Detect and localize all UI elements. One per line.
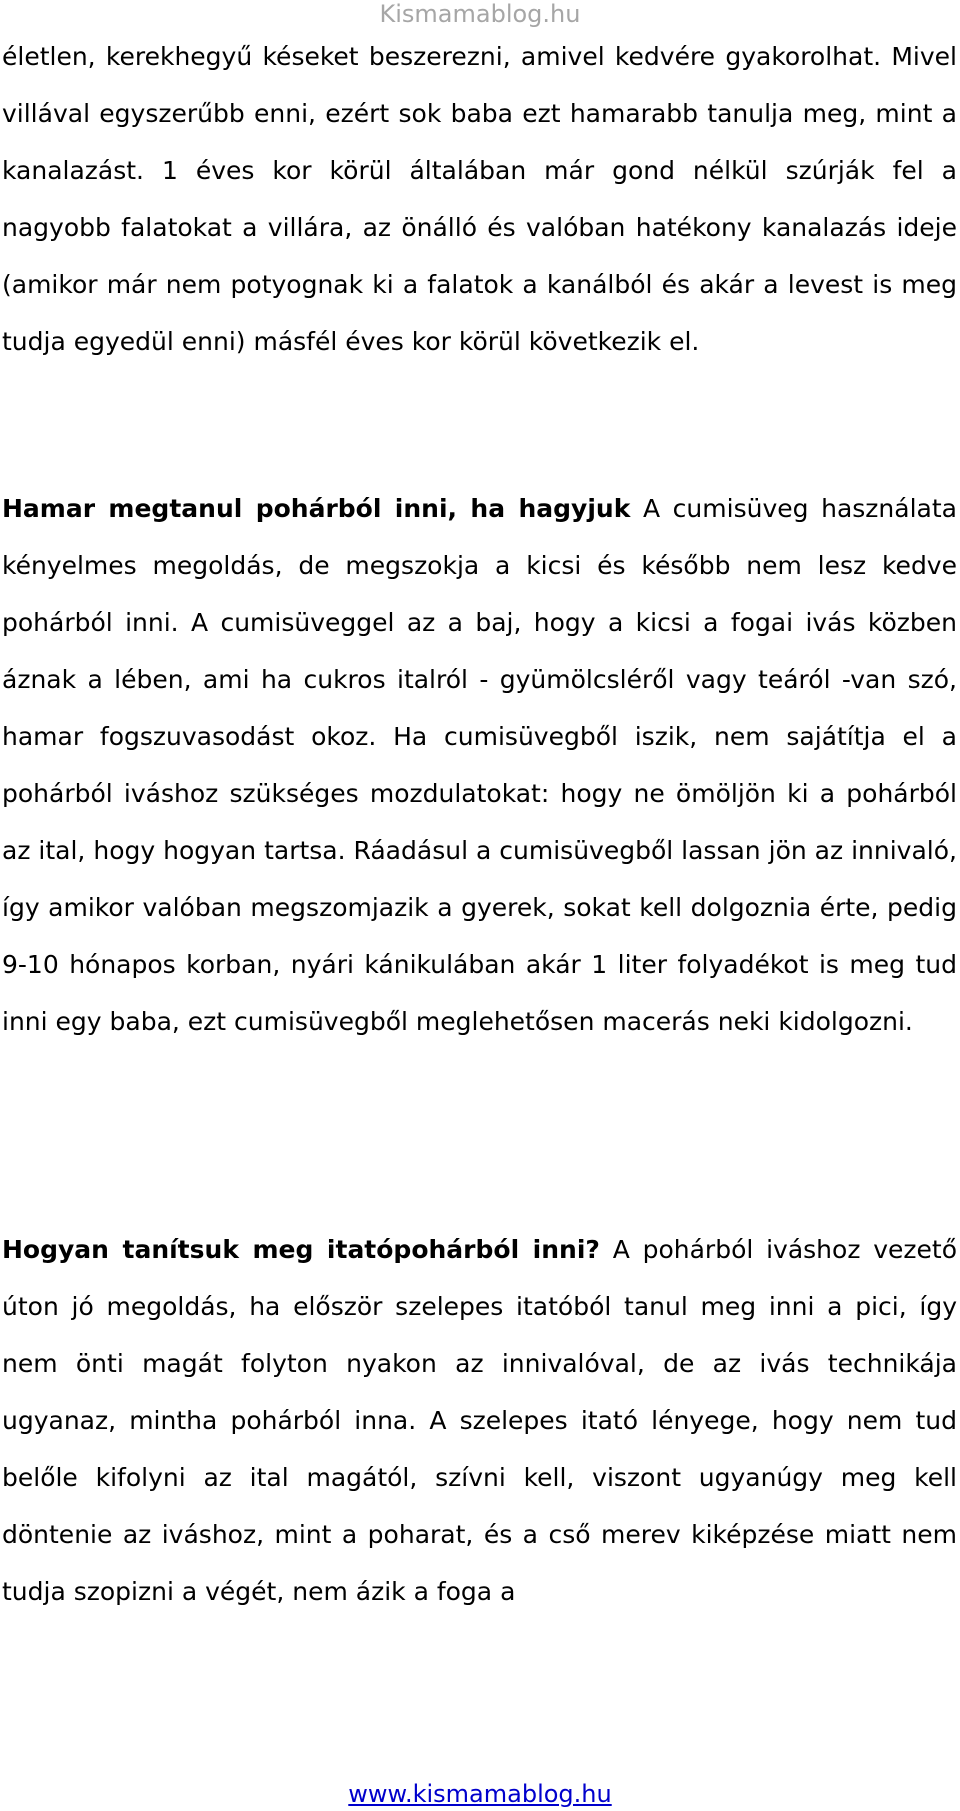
- paragraph-2: [2, 480, 957, 1050]
- paragraph-1: [2, 28, 957, 370]
- paragraph-2-text: A cumisüveg használata kényelmes megoldás, de megszokja a kicsi és később nem lesz kedve pohárból inni. A cumisüveggel az a baj, hogy a kicsi a fogai ivás közben áznak a lében, ami ha cukros italról - gyümölcsléről vagy teáról -van szó, hamar fogszuvasodást okoz. Ha cumisüvegből iszik, nem sajátítja el a pohárból iváshoz szükséges mozdulatokat: hogy ne ömöljön ki a pohárból az ital, hogy hogyan tartsa. Ráadásul a cumisüvegből lassan jön az innivaló, így amikor valóban megszomjazik a gyerek, sokat kell dolgoznia érte, pedig 9-10 hónapos korban, nyári kánikulában akár 1 liter folyadékot is meg tud inni egy baba, ezt cumisüvegből meglehetősen macerás neki kidolgozni.: [2, 494, 957, 1036]
- section-heading-drinking-from-cup: Hamar megtanul pohárból inni, ha hagyjuk: [2, 494, 631, 523]
- paragraph-spacer: [2, 1050, 957, 1221]
- page-footer: [0, 1780, 960, 1808]
- paragraph-3-text: A pohárból iváshoz vezető úton jó megoldás, ha először szelepes itatóból tanul meg inni a pici, így nem önti magát folyton nyakon az innivalóval, de az ivás technikája ugyanaz, mintha pohárból inna. A szelepes itató lényege, hogy nem tud belőle kifolyni az ital magától, szívni kell, viszont ugyanúgy meg kell döntenie az iváshoz, mint a poharat, és a cső merev kiképzése miatt nem tudja szopizni a végét, nem ázik a foga a: [2, 1235, 957, 1606]
- paragraph-spacer: [2, 370, 957, 480]
- page-header: [0, 0, 960, 30]
- paragraph-3: [2, 1221, 957, 1620]
- footer-website-link[interactable]: www.kismamablog.hu: [348, 1780, 612, 1808]
- document-body: [2, 28, 957, 1620]
- header-site-name: Kismamablog.hu: [379, 0, 581, 28]
- section-heading-sippy-cup: Hogyan tanítsuk meg itatópohárból inni?: [2, 1235, 600, 1264]
- paragraph-1-text: életlen, kerekhegyű késeket beszerezni, amivel kedvére gyakorolhat. Mivel villával egyszerűbb enni, ezért sok baba ezt hamarabb tanulja meg, mint a kanalazást. 1 éves kor körül általában már gond nélkül szúrják fel a nagyobb falatokat a villára, az önálló és valóban hatékony kanalazás ideje (amikor már nem potyognak ki a falatok a kanálból és akár a levest is meg tudja egyedül enni) másfél éves kor körül következik el.: [2, 42, 957, 356]
